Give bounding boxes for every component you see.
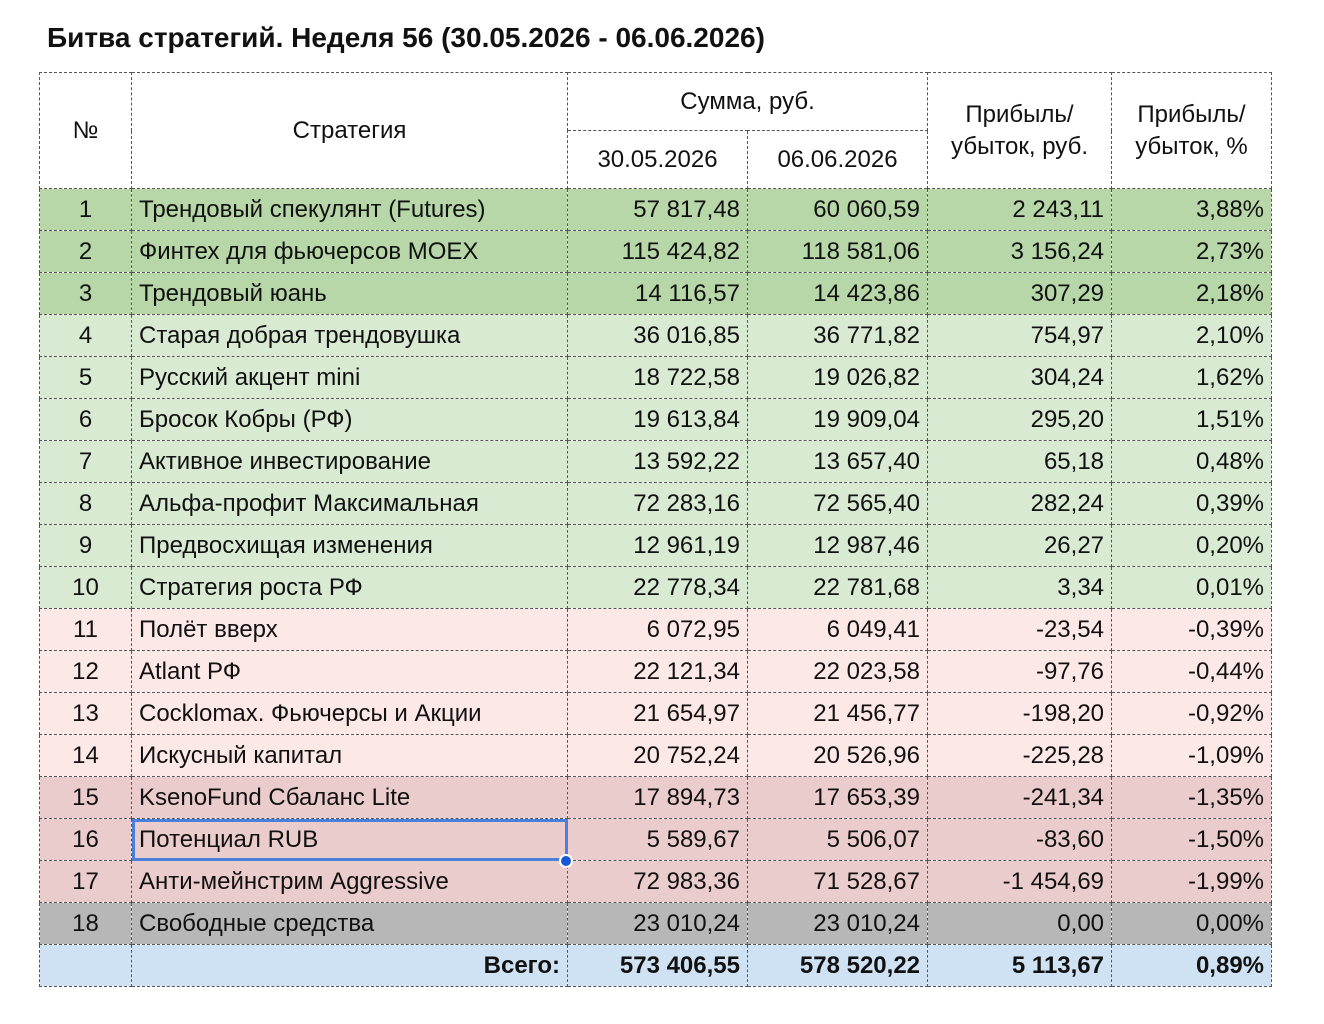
cell-sum-start[interactable]: 17 894,73 bbox=[568, 777, 748, 819]
cell-strategy-name[interactable]: Стратегия роста РФ bbox=[132, 567, 568, 609]
cell-sum-end[interactable]: 13 657,40 bbox=[748, 441, 928, 483]
total-row bbox=[40, 945, 1272, 987]
table-row bbox=[40, 903, 1272, 945]
cell-sum-end[interactable]: 36 771,82 bbox=[748, 315, 928, 357]
cell-strategy-name[interactable]: Трендовый юань bbox=[132, 273, 568, 315]
cell-profit-rub[interactable]: -83,60 bbox=[928, 819, 1112, 861]
cell-sum-end[interactable]: 71 528,67 bbox=[748, 861, 928, 903]
cell-empty[interactable] bbox=[40, 945, 132, 987]
cell-profit-rub[interactable]: 307,29 bbox=[928, 273, 1112, 315]
cell-num[interactable]: 17 bbox=[40, 861, 132, 903]
cell-sum-end[interactable]: 6 049,41 bbox=[748, 609, 928, 651]
cell-sum-start[interactable]: 22 121,34 bbox=[568, 651, 748, 693]
table-row bbox=[40, 693, 1272, 735]
cell-strategy-name[interactable]: Трендовый спекулянт (Futures) bbox=[132, 189, 568, 231]
cell-sum-end[interactable]: 5 506,07 bbox=[748, 819, 928, 861]
header-profit-rub[interactable]: Прибыль/ убыток, руб. bbox=[928, 73, 1112, 189]
cell-profit-pct[interactable]: 3,88% bbox=[1112, 189, 1272, 231]
cell-sum-start[interactable]: 12 961,19 bbox=[568, 525, 748, 567]
table-row bbox=[40, 525, 1272, 567]
cell-sum-start[interactable]: 115 424,82 bbox=[568, 231, 748, 273]
cell-sum-start[interactable]: 18 722,58 bbox=[568, 357, 748, 399]
cell-num[interactable]: 4 bbox=[40, 315, 132, 357]
cell-sum-start[interactable]: 20 752,24 bbox=[568, 735, 748, 777]
cell-profit-pct[interactable]: -0,92% bbox=[1112, 693, 1272, 735]
cell-strategy-name[interactable]: Бросок Кобры (РФ) bbox=[132, 399, 568, 441]
cell-profit-rub[interactable]: -1 454,69 bbox=[928, 861, 1112, 903]
cell-strategy-name[interactable]: Предвосхищая изменения bbox=[132, 525, 568, 567]
cell-sum-end[interactable]: 12 987,46 bbox=[748, 525, 928, 567]
page-title: Битва стратегий. Неделя 56 (30.05.2026 - 06.06.2026) bbox=[47, 22, 765, 53]
header-profit-pct[interactable]: Прибыль/ убыток, % bbox=[1112, 73, 1272, 189]
table-row bbox=[40, 441, 1272, 483]
cell-profit-pct[interactable]: 0,01% bbox=[1112, 567, 1272, 609]
table-row bbox=[40, 357, 1272, 399]
table-row bbox=[40, 273, 1272, 315]
cell-strategy-name[interactable]: Cocklomax. Фьючерсы и Акции bbox=[132, 693, 568, 735]
cell-profit-pct[interactable]: -1,35% bbox=[1112, 777, 1272, 819]
cell-sum-start[interactable]: 72 283,16 bbox=[568, 483, 748, 525]
cell-profit-pct[interactable]: 0,00% bbox=[1112, 903, 1272, 945]
cell-profit-pct[interactable]: -0,39% bbox=[1112, 609, 1272, 651]
table-row bbox=[40, 861, 1272, 903]
cell-profit-rub[interactable]: 0,00 bbox=[928, 903, 1112, 945]
cell-num[interactable]: 12 bbox=[40, 651, 132, 693]
cell-sum-end[interactable]: 19 909,04 bbox=[748, 399, 928, 441]
table-row bbox=[40, 399, 1272, 441]
cell-profit-pct[interactable]: 2,73% bbox=[1112, 231, 1272, 273]
cell-strategy-name[interactable]: Анти-мейнстрим Aggressive bbox=[132, 861, 568, 903]
cell-profit-pct[interactable]: 1,62% bbox=[1112, 357, 1272, 399]
cell-num[interactable]: 5 bbox=[40, 357, 132, 399]
cell-profit-rub[interactable]: 754,97 bbox=[928, 315, 1112, 357]
cell-sum-start[interactable]: 13 592,22 bbox=[568, 441, 748, 483]
cell-profit-rub[interactable]: -241,34 bbox=[928, 777, 1112, 819]
cell-profit-rub[interactable]: 3,34 bbox=[928, 567, 1112, 609]
cell-num[interactable]: 14 bbox=[40, 735, 132, 777]
cell-profit-pct[interactable]: -1,50% bbox=[1112, 819, 1272, 861]
cell-sum-start[interactable]: 23 010,24 bbox=[568, 903, 748, 945]
cell-strategy-name[interactable]: Искусный капитал bbox=[132, 735, 568, 777]
cell-sum-end[interactable]: 60 060,59 bbox=[748, 189, 928, 231]
total-profit-pct[interactable]: 0,89% bbox=[1112, 945, 1272, 987]
table-row bbox=[40, 777, 1272, 819]
cell-strategy-name[interactable]: Активное инвестирование bbox=[132, 441, 568, 483]
cell-sum-end[interactable]: 23 010,24 bbox=[748, 903, 928, 945]
cell-strategy-name[interactable]: Свободные средства bbox=[132, 903, 568, 945]
cell-num[interactable]: 9 bbox=[40, 525, 132, 567]
header-date-end[interactable]: 06.06.2026 bbox=[748, 131, 928, 189]
cell-num[interactable]: 2 bbox=[40, 231, 132, 273]
cell-num[interactable]: 11 bbox=[40, 609, 132, 651]
cell-profit-rub[interactable]: 65,18 bbox=[928, 441, 1112, 483]
cell-strategy-name[interactable]: Полёт вверх bbox=[132, 609, 568, 651]
cell-profit-rub[interactable]: -97,76 bbox=[928, 651, 1112, 693]
cell-num[interactable]: 1 bbox=[40, 189, 132, 231]
table-row bbox=[40, 567, 1272, 609]
table-row bbox=[40, 609, 1272, 651]
cell-sum-start[interactable]: 57 817,48 bbox=[568, 189, 748, 231]
cell-profit-rub[interactable]: -23,54 bbox=[928, 609, 1112, 651]
cell-num[interactable]: 7 bbox=[40, 441, 132, 483]
header-date-start[interactable]: 30.05.2026 bbox=[568, 131, 748, 189]
cell-strategy-name[interactable]: Atlant РФ bbox=[132, 651, 568, 693]
cell-num[interactable]: 10 bbox=[40, 567, 132, 609]
cell-profit-pct[interactable]: -1,09% bbox=[1112, 735, 1272, 777]
cell-sum-end[interactable]: 22 023,58 bbox=[748, 651, 928, 693]
cell-sum-start[interactable]: 5 589,67 bbox=[568, 819, 748, 861]
table-row bbox=[40, 483, 1272, 525]
cell-profit-pct[interactable]: -1,99% bbox=[1112, 861, 1272, 903]
cell-num[interactable]: 18 bbox=[40, 903, 132, 945]
cell-strategy-name[interactable]: Финтех для фьючерсов MOEX bbox=[132, 231, 568, 273]
cell-sum-start[interactable]: 22 778,34 bbox=[568, 567, 748, 609]
cell-profit-rub[interactable]: 3 156,24 bbox=[928, 231, 1112, 273]
cell-num[interactable]: 6 bbox=[40, 399, 132, 441]
cell-num[interactable]: 13 bbox=[40, 693, 132, 735]
total-profit-rub[interactable]: 5 113,67 bbox=[928, 945, 1112, 987]
cell-profit-rub[interactable]: -198,20 bbox=[928, 693, 1112, 735]
strategies-table bbox=[39, 72, 1272, 987]
cell-num[interactable]: 8 bbox=[40, 483, 132, 525]
cell-profit-pct[interactable]: 2,18% bbox=[1112, 273, 1272, 315]
cell-sum-start[interactable]: 14 116,57 bbox=[568, 273, 748, 315]
cell-profit-pct[interactable]: 1,51% bbox=[1112, 399, 1272, 441]
cell-sum-end[interactable]: 20 526,96 bbox=[748, 735, 928, 777]
table-row bbox=[40, 189, 1272, 231]
header-strategy[interactable]: Стратегия bbox=[132, 73, 568, 189]
cell-profit-rub[interactable]: 2 243,11 bbox=[928, 189, 1112, 231]
cell-sum-end[interactable]: 72 565,40 bbox=[748, 483, 928, 525]
total-sum-start[interactable]: 573 406,55 bbox=[568, 945, 748, 987]
table-row bbox=[40, 651, 1272, 693]
cell-strategy-name[interactable]: Альфа-профит Максимальная bbox=[132, 483, 568, 525]
cell-strategy-name-selected[interactable]: Потенциал RUB bbox=[132, 819, 568, 861]
cell-sum-start[interactable]: 19 613,84 bbox=[568, 399, 748, 441]
cell-sum-end[interactable]: 118 581,06 bbox=[748, 231, 928, 273]
cell-sum-start[interactable]: 21 654,97 bbox=[568, 693, 748, 735]
header-num[interactable]: № bbox=[40, 73, 132, 189]
cell-sum-start[interactable]: 6 072,95 bbox=[568, 609, 748, 651]
cell-sum-end[interactable]: 14 423,86 bbox=[748, 273, 928, 315]
cell-sum-start[interactable]: 72 983,36 bbox=[568, 861, 748, 903]
selection-fill-handle[interactable] bbox=[559, 854, 573, 868]
cell-profit-pct[interactable]: 0,39% bbox=[1112, 483, 1272, 525]
cell-profit-rub[interactable]: 282,24 bbox=[928, 483, 1112, 525]
cell-profit-rub[interactable]: 295,20 bbox=[928, 399, 1112, 441]
cell-strategy-name[interactable]: KsenoFund Сбаланс Lite bbox=[132, 777, 568, 819]
cell-profit-pct[interactable]: -0,44% bbox=[1112, 651, 1272, 693]
cell-profit-rub[interactable]: -225,28 bbox=[928, 735, 1112, 777]
cell-num[interactable]: 3 bbox=[40, 273, 132, 315]
cell-profit-pct[interactable]: 0,48% bbox=[1112, 441, 1272, 483]
header-sum[interactable]: Сумма, руб. bbox=[568, 73, 928, 131]
cell-profit-pct[interactable]: 0,20% bbox=[1112, 525, 1272, 567]
cell-sum-end[interactable]: 17 653,39 bbox=[748, 777, 928, 819]
cell-profit-rub[interactable]: 304,24 bbox=[928, 357, 1112, 399]
table-row bbox=[40, 315, 1272, 357]
cell-sum-end[interactable]: 22 781,68 bbox=[748, 567, 928, 609]
total-sum-end[interactable]: 578 520,22 bbox=[748, 945, 928, 987]
cell-profit-pct[interactable]: 2,10% bbox=[1112, 315, 1272, 357]
cell-num[interactable]: 16 bbox=[40, 819, 132, 861]
cell-sum-end[interactable]: 19 026,82 bbox=[748, 357, 928, 399]
table-row bbox=[40, 819, 1272, 861]
cell-num[interactable]: 15 bbox=[40, 777, 132, 819]
cell-sum-end[interactable]: 21 456,77 bbox=[748, 693, 928, 735]
table-row bbox=[40, 231, 1272, 273]
total-label[interactable]: Всего: bbox=[132, 945, 568, 987]
cell-strategy-name[interactable]: Русский акцент mini bbox=[132, 357, 568, 399]
cell-strategy-name[interactable]: Старая добрая трендовушка bbox=[132, 315, 568, 357]
cell-profit-rub[interactable]: 26,27 bbox=[928, 525, 1112, 567]
table-row bbox=[40, 735, 1272, 777]
cell-sum-start[interactable]: 36 016,85 bbox=[568, 315, 748, 357]
